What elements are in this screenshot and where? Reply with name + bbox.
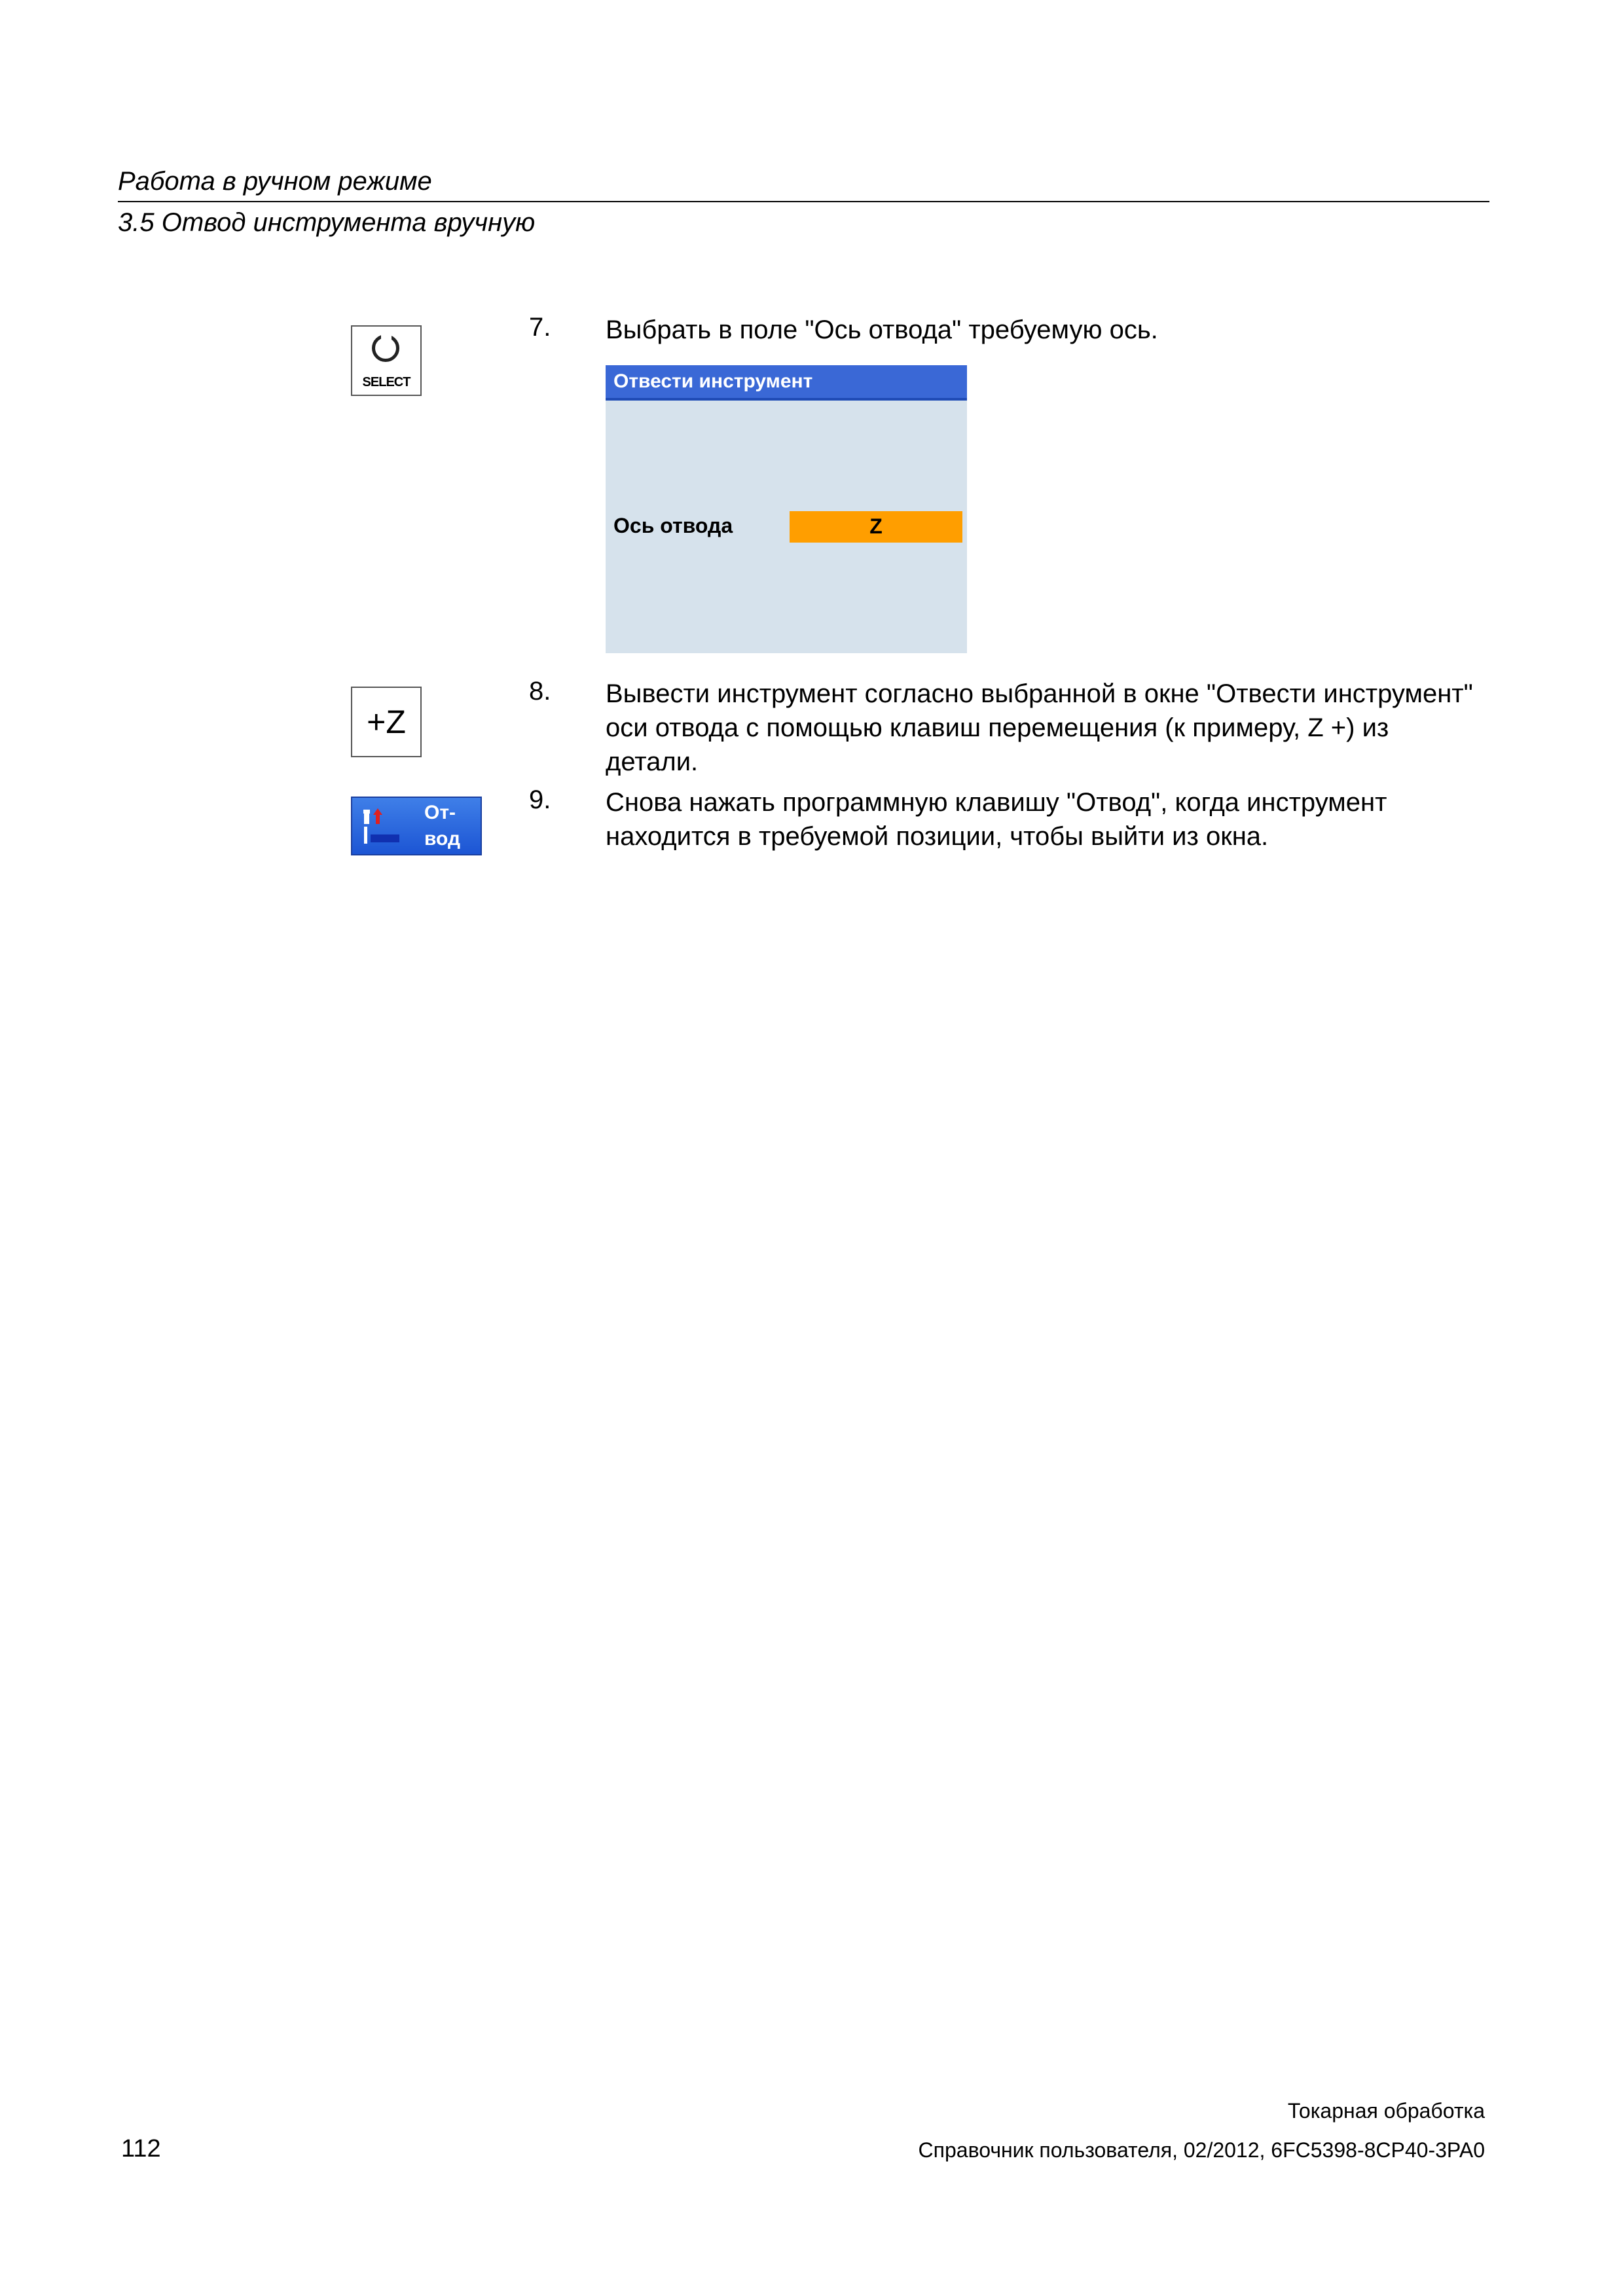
footer-reference: Справочник пользователя, 02/2012, 6FC5398-8CP40-3PA0	[918, 2138, 1485, 2162]
retract-axis-label: Ось отвода	[613, 514, 733, 537]
softkey-label-line1: От-	[424, 802, 456, 823]
select-key-label: SELECT	[362, 375, 410, 389]
step-8-number: 8.	[529, 677, 551, 706]
select-key-icon	[351, 325, 422, 396]
retract-axis-field: Z	[790, 511, 962, 543]
page-number: 112	[121, 2135, 161, 2162]
retract-tool-dialog	[606, 365, 967, 653]
step-7-text: Выбрать в поле "Ось отвода" требуемую ось.	[606, 315, 1158, 344]
chapter-title: Работа в ручном режиме	[118, 167, 432, 196]
softkey-label-line2: вод	[424, 828, 461, 850]
header-rule	[118, 201, 1489, 202]
footer-book-title: Токарная обработка	[1287, 2099, 1485, 2123]
retract-softkey-icon	[351, 797, 482, 855]
step-8-text: Вывести инструмент согласно выбранной в окне "Отвести инструмент" оси отвода с помощью клавиш перемещения (к примеру, Z +) из детали.	[606, 679, 1473, 776]
dialog-title: Отвести инструмент	[606, 365, 967, 401]
step-9-number: 9.	[529, 785, 551, 814]
section-title: 3.5 Отвод инструмента вручную	[118, 208, 536, 237]
step-9-text: Снова нажать программную клавишу "Отвод", когда инструмент находится в требуемой позиции, чтобы выйти из окна.	[606, 788, 1387, 851]
z-plus-key-icon: +Z	[351, 687, 422, 757]
retract-tool-icon	[361, 806, 401, 849]
step-7-number: 7.	[529, 313, 551, 342]
